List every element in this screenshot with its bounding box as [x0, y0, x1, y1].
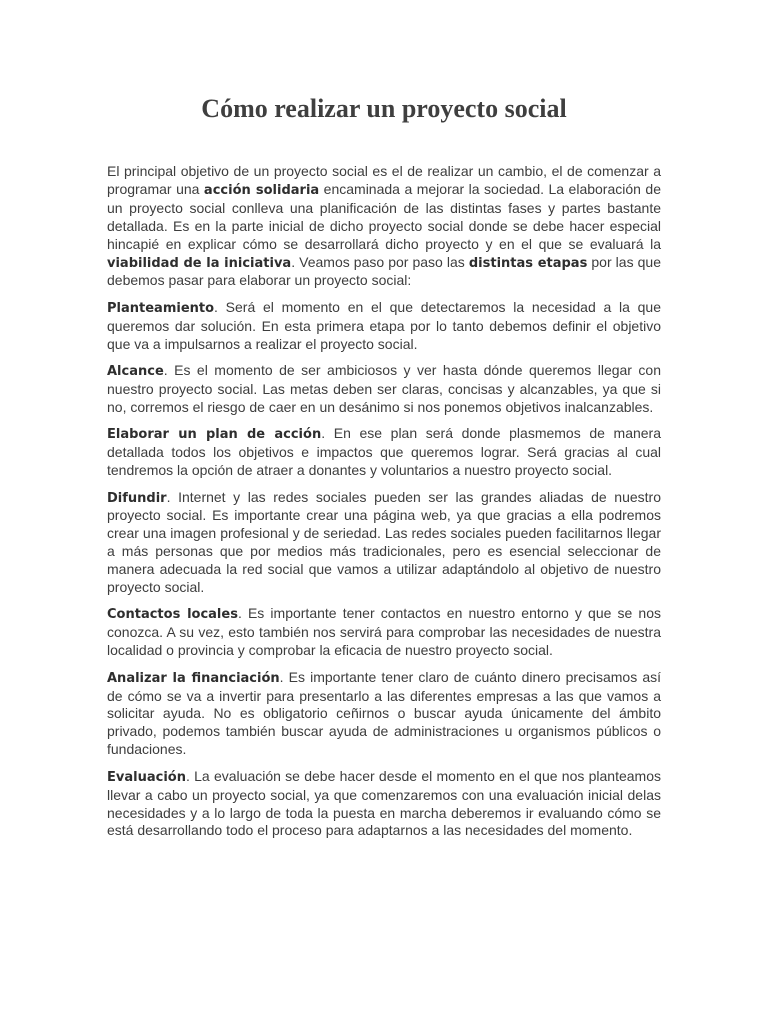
intro-text-4: por las que debemos pasar para elaborar un proyecto social: [107, 253, 661, 289]
intro-text-3: . Veamos paso por paso las [291, 253, 469, 270]
section-text: . Internet y las redes sociales pueden ser las grandes aliadas de nuestro proyecto social. Es importante crear una página web, ya que gracias a ella podremos crear una imagen profesional y de seriedad. Las redes sociales pueden facilitarnos llegar a más personas que por medios más tradicionales, pero es esencial seleccionar de manera adecuada la red social que vamos a utilizar adaptándolo al objetivo de nuestro proyecto social. [107, 488, 661, 596]
intro-bold-distintas-etapas: distintas etapas [468, 255, 588, 271]
section-heading: Planteamiento [107, 300, 215, 316]
intro-text-1: El principal objetivo de un proyecto social es el de realizar un cambio, el de comenzar a programar una [107, 163, 661, 197]
intro-bold-accion-solidaria: acción solidaria [203, 182, 320, 198]
intro-paragraph [107, 163, 661, 290]
section-text: . Es importante tener claro de cuánto dinero precisamos así de cómo se va a invertir para presentarlo a las diferentes empresas a las que vamos a solicitar ayuda. No es obligatorio ceñirnos o buscar ayuda únicamente del ámbito privado, podemos también buscar ayuda de administraciones u organismos públicos o fundaciones. [107, 668, 662, 758]
section-paragraph-plan-de-accion [107, 425, 661, 480]
section-paragraph-financiacion [107, 669, 661, 760]
section-text: . Es importante tener contactos en nuestro entorno y que se nos conozca. A su vez, esto también nos servirá para comprobar las necesidades de nuestra localidad o provincia y comprobar la eficacia de nuestro proyecto social. [107, 605, 661, 659]
section-text: . La evaluación se debe hacer desde el momento en el que nos planteamos llevar a cabo un proyecto social, ya que comenzaremos con una evaluación inicial delas necesidades y a lo largo de toda la puesta en marcha deberemos ir evaluando cómo se está desarrollando todo el proceso para adaptarnos a las necesidades del momento. [107, 767, 661, 839]
section-text: . Es el momento de ser ambiciosos y ver hasta dónde queremos llegar con nuestro proyecto social. Las metas deben ser claras, concisas y alcanzables, ya que si no, corremos el riesgo de caer en un desánimo si nos ponemos objetivos inalcanzables. [107, 362, 661, 415]
section-heading: Analizar la financiación [107, 670, 280, 686]
intro-bold-viabilidad: viabilidad de la iniciativa [107, 255, 292, 271]
section-heading: Evaluación [107, 769, 186, 785]
section-text: . Será el momento en el que detectaremos la necesidad a la que queremos dar solución. En esta primera etapa por lo tanto debemos definir el objetivo que va a impulsarnos a realizar el proyecto social. [107, 298, 661, 352]
section-heading: Difundir [107, 490, 167, 506]
section-paragraph-difundir [107, 489, 661, 597]
section-heading: Alcance [107, 364, 164, 380]
page-title: Cómo realizar un proyecto social [201, 94, 567, 123]
section-heading: Elaborar un plan de acción [107, 427, 322, 443]
section-heading: Contactos locales [107, 607, 238, 623]
section-paragraph-planteamiento [107, 299, 661, 354]
intro-text-2: encaminada a mejorar la sociedad. La elaboración de un proyecto social conlleva una planificación de las distintas fases y partes bastante detallada. Es en la parte inicial de dicho proyecto social donde se debe hacer especial hincapié en explicar cómo se desarrollará dicho proyecto y en el que se evaluará la [107, 180, 661, 252]
section-paragraph-alcance [107, 362, 661, 417]
section-text: . En ese plan será donde plasmemos de manera detallada todos los objetivos e impactos que queremos lograr. Será gracias al cual tendremos la opción de atraer a donantes y voluntarios a nuestro proyecto social. [107, 425, 661, 479]
document-body [107, 163, 661, 849]
section-paragraph-evaluacion [107, 768, 661, 841]
section-paragraph-contactos-locales [107, 605, 661, 660]
